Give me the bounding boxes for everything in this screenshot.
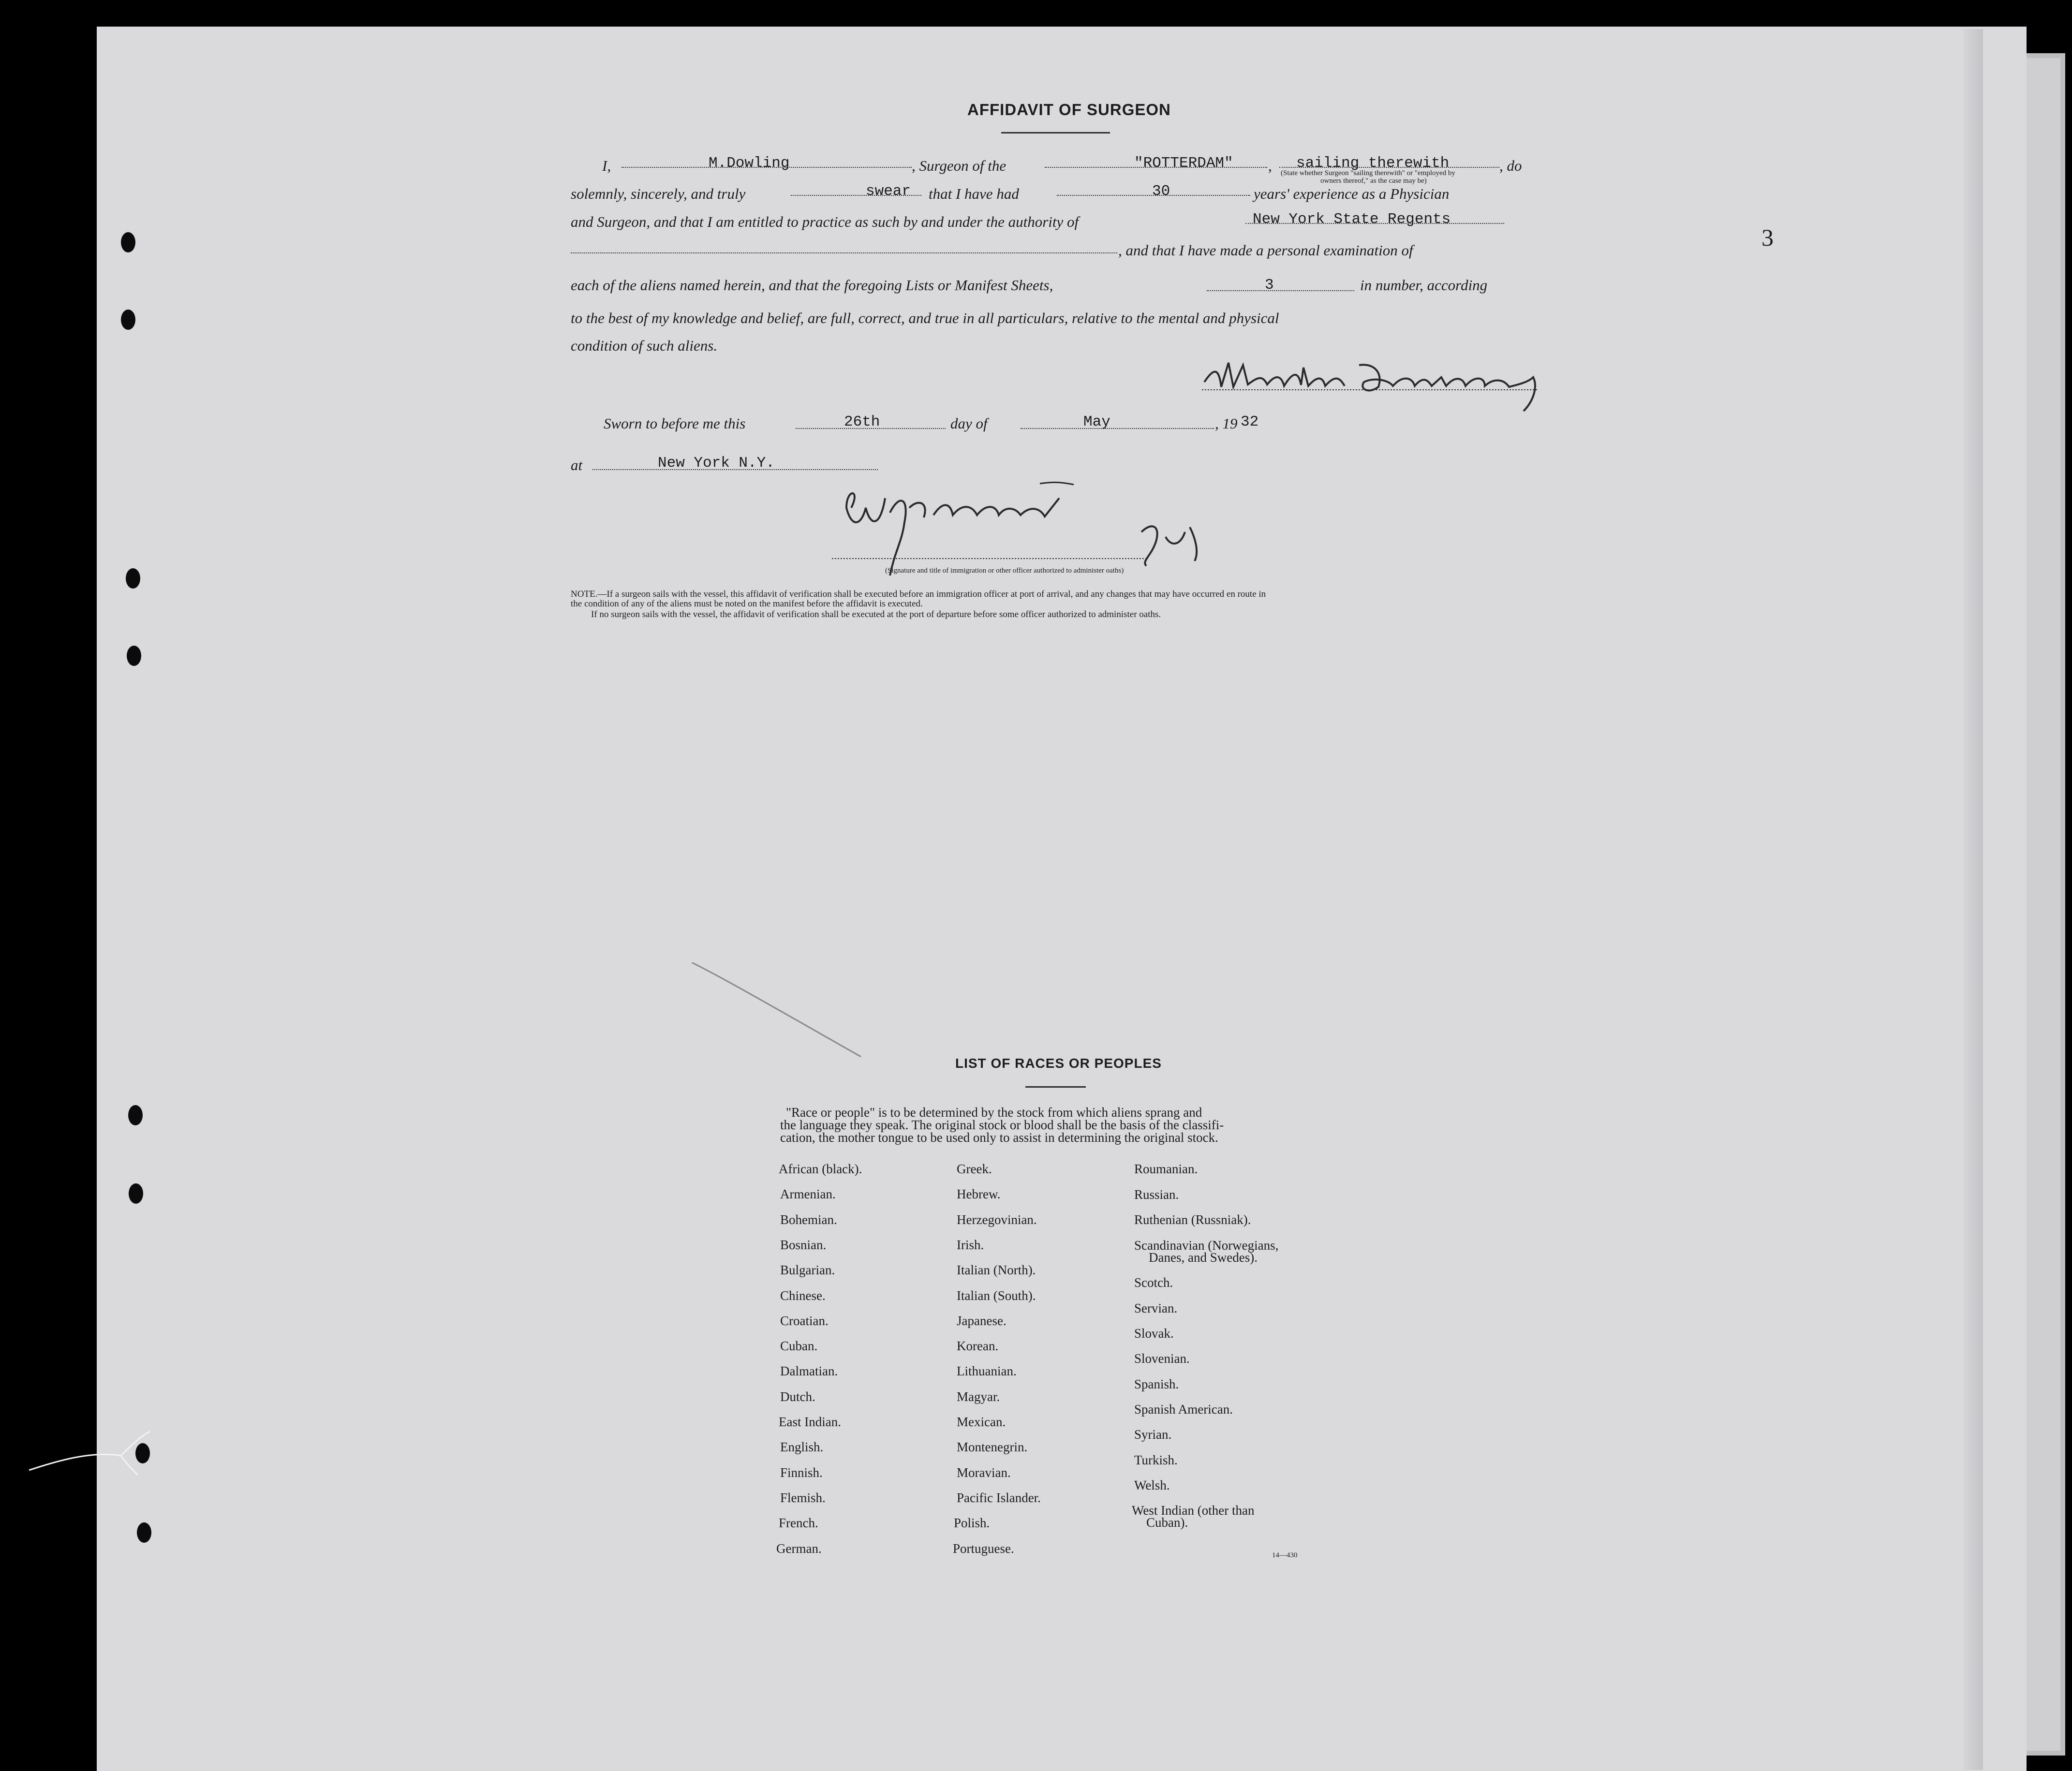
document-page [97, 27, 2027, 1771]
month-line [1021, 428, 1214, 429]
races-intro-2: the language they speak. The original stock or blood shall be the basis of the classifi- [780, 1118, 1224, 1132]
punch-hole [126, 568, 140, 589]
sworn-year: 32 [1241, 413, 1259, 430]
race-item: Dutch. [780, 1389, 815, 1404]
race-item: Bosnian. [780, 1238, 827, 1252]
form-code: 14—430 [1272, 1551, 1298, 1559]
affidavit-line4: , and that I have made a personal examination of [1118, 242, 1413, 259]
races-title: LIST OF RACES OR PEOPLES [955, 1056, 1162, 1071]
sworn-place: New York N.Y. [658, 455, 775, 472]
surgeon-name: M.Dowling [709, 155, 790, 172]
race-item: Scandinavian (Norwegians, [1134, 1238, 1279, 1253]
count-line [1207, 290, 1354, 291]
race-item: Bohemian. [780, 1212, 837, 1227]
race-item: Finnish. [780, 1465, 823, 1480]
sheet-count: 3 [1265, 277, 1274, 294]
note-line-1: NOTE.—If a surgeon sails with the vessel, this affidavit of verification shall be executed before an immigration officer at port of arrival, and any changes that may have occurred en route in [571, 589, 1266, 599]
race-item: Mexican. [957, 1415, 1006, 1429]
race-item: Cuban. [780, 1339, 818, 1353]
race-item: Italian (North). [957, 1263, 1036, 1277]
races-intro-3: cation, the mother tongue to be used only to assist in determining the original stock. [780, 1130, 1218, 1145]
oath-word: swear [866, 183, 911, 200]
races-intro-1: "Race or people" is to be determined by the stock from which aliens sprang and [786, 1105, 1202, 1120]
race-item: Syrian. [1134, 1427, 1172, 1442]
sworn-month: May [1083, 413, 1110, 430]
race-item: West Indian (other than [1132, 1503, 1255, 1518]
authority-line-2 [571, 252, 1117, 253]
punch-hole [121, 310, 135, 330]
race-item: Montenegrin. [957, 1440, 1028, 1454]
race-item: Polish. [954, 1516, 990, 1530]
race-item: Italian (South). [957, 1288, 1036, 1303]
affidavit-line5-end: in number, according [1360, 277, 1488, 294]
day-of-text: day of [950, 415, 988, 432]
punch-hole [121, 232, 135, 252]
affidavit-line2-mid: that I have had [929, 185, 1019, 202]
ship-name: "ROTTERDAM" [1134, 155, 1233, 172]
race-item: Armenian. [780, 1187, 836, 1201]
sworn-text: Sworn to before me this [604, 415, 746, 432]
affidavit-line2: solemnly, sincerely, and truly [571, 185, 746, 202]
year-prefix: , 19 [1215, 415, 1238, 432]
authority-value: New York State Regents [1253, 211, 1451, 228]
race-item: Magyar. [957, 1389, 1000, 1404]
race-item: English. [780, 1440, 824, 1454]
race-item: Bulgarian. [780, 1263, 835, 1277]
race-item: Scotch. [1134, 1275, 1173, 1290]
race-item: Herzegovinian. [957, 1212, 1037, 1227]
race-item: Turkish. [1134, 1453, 1178, 1467]
punch-hole [128, 1105, 143, 1125]
affidavit-i: I, [602, 157, 611, 174]
race-item: Japanese. [957, 1313, 1006, 1328]
race-item: Dalmatian. [780, 1364, 838, 1378]
race-item: Cuban). [1146, 1515, 1188, 1530]
race-item: Russian. [1134, 1187, 1179, 1202]
race-item: French. [779, 1516, 818, 1530]
race-item: Irish. [957, 1238, 984, 1252]
race-item: Danes, and Swedes). [1149, 1250, 1258, 1265]
race-item: Pacific Islander. [957, 1491, 1041, 1505]
punch-hole [129, 1183, 143, 1204]
title-rule [1001, 132, 1110, 133]
affidavit-line3: and Surgeon, and that I am entitled to practice as such by and under the authority of [571, 213, 1079, 230]
races-title-rule [1025, 1086, 1086, 1088]
race-item: Chinese. [780, 1288, 826, 1303]
race-item: Korean. [957, 1339, 999, 1353]
surgeon-signature [1199, 348, 1548, 416]
affidavit-line7: condition of such aliens. [571, 337, 718, 354]
race-item: Roumanian. [1134, 1162, 1198, 1176]
race-item: Lithuanian. [957, 1364, 1017, 1378]
race-item: Greek. [957, 1162, 992, 1176]
race-item: Flemish. [780, 1491, 826, 1505]
punch-hole [137, 1522, 151, 1543]
race-item: German. [776, 1541, 822, 1556]
sailing-note: (State whether Surgeon "sailing therewith" or "employed by [1281, 169, 1455, 177]
surgeon-of-text: , Surgeon of the [912, 157, 1006, 174]
race-item: Welsh. [1134, 1478, 1170, 1492]
punch-hole [127, 646, 141, 666]
thread [29, 1417, 155, 1485]
years-value: 30 [1152, 183, 1170, 200]
race-item: Spanish. [1134, 1377, 1179, 1391]
race-item: African (black). [779, 1162, 862, 1176]
affidavit-line6: to the best of my knowledge and belief, are full, correct, and true in all particulars, relative to the mental and physical [571, 310, 1279, 326]
sworn-day: 26th [844, 413, 880, 430]
race-item: Croatian. [780, 1313, 829, 1328]
stray-mark [692, 962, 866, 1059]
race-item: East Indian. [779, 1415, 841, 1429]
race-item: Slovenian. [1134, 1351, 1190, 1366]
race-item: Servian. [1134, 1301, 1178, 1315]
sailing-status: sailing therewith [1296, 155, 1450, 172]
note-line-3: If no surgeon sails with the vessel, the affidavit of verification shall be executed at the port of departure before some officer authorized to administer oaths. [591, 609, 1161, 620]
race-item: Ruthenian (Russniak). [1134, 1212, 1251, 1227]
comma: , [1268, 157, 1272, 174]
race-item: Hebrew. [957, 1187, 1001, 1201]
race-item: Slovak. [1134, 1326, 1174, 1341]
page-number: 3 [1761, 224, 1774, 251]
affidavit-line2-end: years' experience as a Physician [1254, 185, 1450, 202]
at-label: at [571, 457, 583, 473]
officer-caption: (Signature and title of immigration or other officer authorized to administer oaths) [885, 567, 1124, 575]
affidavit-line5: each of the aliens named herein, and that the foregoing Lists or Manifest Sheets, [571, 277, 1053, 294]
affidavit-title: AFFIDAVIT OF SURGEON [967, 101, 1171, 118]
page-edge [1964, 29, 1983, 1770]
race-item: Moravian. [957, 1465, 1011, 1480]
line1-end: , do [1499, 157, 1522, 174]
race-item: Spanish American. [1134, 1402, 1233, 1417]
sailing-note: owners thereof," as the case may be) [1320, 177, 1427, 185]
note-line-2: the condition of any of the aliens must be noted on the manifest before the affidavit is executed. [571, 599, 923, 609]
race-item: Portuguese. [953, 1541, 1014, 1556]
